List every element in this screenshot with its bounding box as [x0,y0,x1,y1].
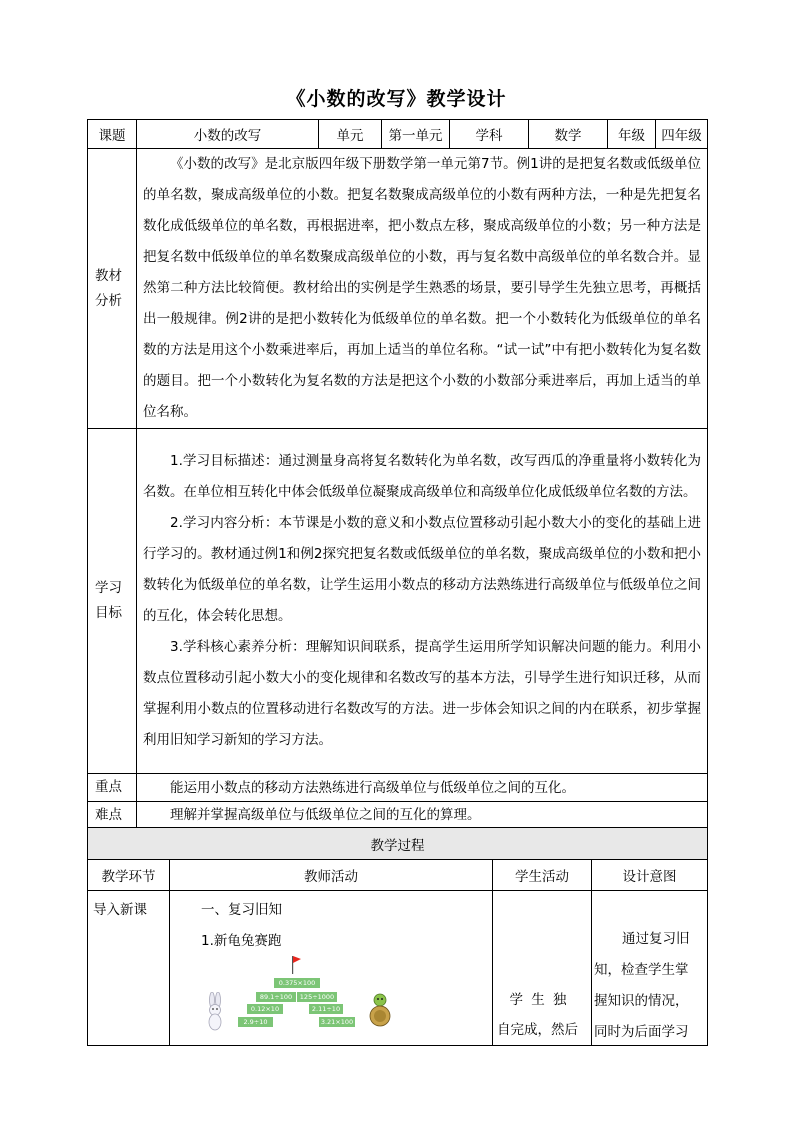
analysis-cell [137,149,708,429]
objective-paragraph-3: 3.学科核心素养分析：理解知识间联系，提高学生运用所学知识解决问题的能力。利用小数点位置移动引起小数大小的变化规律和名数改写的基本方法，引导学生进行知识迁移，从而掌握利用小数点的位置移动进行名数改写的方法。进一步体会知识之间的内在联系，初步掌握利用旧知学习新知的学习方法。 [143,639,701,748]
lesson-info-table [87,119,708,829]
race-box-top: 0.375×100 [274,978,320,988]
objective-paragraph-1: 1.学习目标描述：通过测量身高将复名数转化为单名数，改写西瓜的净重量将小数转化为名数。在单位相互转化中体会低级单位凝聚成高级单位和高级单位化成低级单位名数的方法。 [143,453,701,500]
race-game-illustration [201,956,365,1034]
grade-label: 年级 [608,120,656,149]
race-box-row3-left: 0.12×10 [247,1004,283,1014]
difficulty-label: 难点 [88,802,137,829]
difficulty-cell [137,802,708,829]
col-stage: 教学环节 [88,860,170,891]
difficulty-row [88,802,708,829]
col-student: 学生活动 [493,860,592,891]
page-title: 《小数的改写》教学设计 [286,88,507,110]
key-point-row [88,774,708,802]
teacher-heading: 一、复习旧知 [201,902,282,918]
objectives-label-line-2: 目标 [95,605,122,621]
header-row [88,120,708,149]
race-box-row2-right: 125÷1000 [297,992,337,1002]
unit-value: 第一单元 [382,120,450,149]
process-title: 教学过程 [88,828,708,860]
race-box-row4-left: 2.9÷10 [238,1017,273,1027]
objectives-cell [137,429,708,774]
rabbit-icon [201,992,231,1032]
topic-label: 课题 [88,120,137,149]
design-line-3: 握知识的情况， [594,993,689,1009]
subject-label: 学科 [450,120,529,149]
objective-paragraph-2: 2.学习内容分析：本节课是小数的意义和小数点位置移动引起小数大小的变化的基础上进行学习的。教材通过例1和例2探究把复名数或低级单位的单名数，聚成高级单位的小数和把小数转化为低级单位的单名数，让学生运用小数点的移动方法熟练进行高级单位与低级单位之间的互化，体会转化思想。 [143,515,701,624]
race-box-row4-right: 3.21×100 [320,1018,354,1026]
race-box-row2-left: 89.1÷100 [256,992,296,1002]
analysis-label-line-1: 教材 [95,267,122,284]
col-design: 设计意图 [592,860,708,891]
analysis-row [88,149,708,429]
grade-value: 四年级 [656,120,708,149]
subject-value: 数学 [529,120,608,149]
key-point-cell [137,774,708,802]
student-line-2: 自完成，然后 [497,1022,578,1038]
objectives-label [88,429,137,774]
analysis-label-line-2: 分析 [95,292,122,309]
objectives-label-line-1: 学习 [95,580,122,596]
objectives-row [88,429,708,774]
col-teacher: 教师活动 [170,860,493,891]
analysis-text: 《小数的改写》是北京版四年级下册数学第一单元第7节。例1讲的是把复名数或低级单位的单名数，聚成高级单位的小数。把复名数聚成高级单位的小数有两种方法，一种是先把复名数化成低级单位的单名数，再根据进率，把小数点左移，聚成高级单位的小数；另一种方法是把复名数中低级单位的单名数聚成高级单位的小数，再与复名数中高级单位的单名数合并。显然第二种方法比较简便。教材给出的实例是学生熟悉的场景，要引导学生先独立思考，再概括出一般规律。例2讲的是把小数转化为低级单位的单名数。把一个小数转化为低级单位的单名数的方法是用这个小数乘进率后，再加上适当的单位名称。“试一试”中有把小数转化为复名数的题目。把一个小数转化为复名数的方法是把这个小数的小数部分乘进率后，再加上适当的单位名称。 [143,156,701,420]
design-line-1: 通过复习旧 [622,931,690,947]
flag [293,956,301,963]
key-point-text: 能运用小数点的移动方法熟练进行高级单位与低级单位之间的互化。 [170,779,575,796]
race-box-row3-right: 2.11÷10 [309,1004,343,1014]
teacher-subheading: 1.新龟兔赛跑 [201,933,282,949]
flag-icon [291,956,301,974]
unit-label: 单元 [319,120,382,149]
difficulty-text: 理解并掌握高级单位与低级单位之间的互化的算理。 [170,806,481,823]
stage-intro: 导入新课 [93,902,147,918]
process-header-row [88,860,708,891]
key-point-label: 重点 [88,774,137,802]
design-line-4: 同时为后面学习 [594,1024,689,1040]
analysis-label [88,149,137,429]
student-line-1: 学 生 独 [509,992,569,1008]
topic-value: 小数的改写 [137,120,319,149]
design-line-2: 知，检查学生掌 [594,962,689,978]
turtle-icon [367,993,393,1027]
process-title-row [88,828,708,860]
